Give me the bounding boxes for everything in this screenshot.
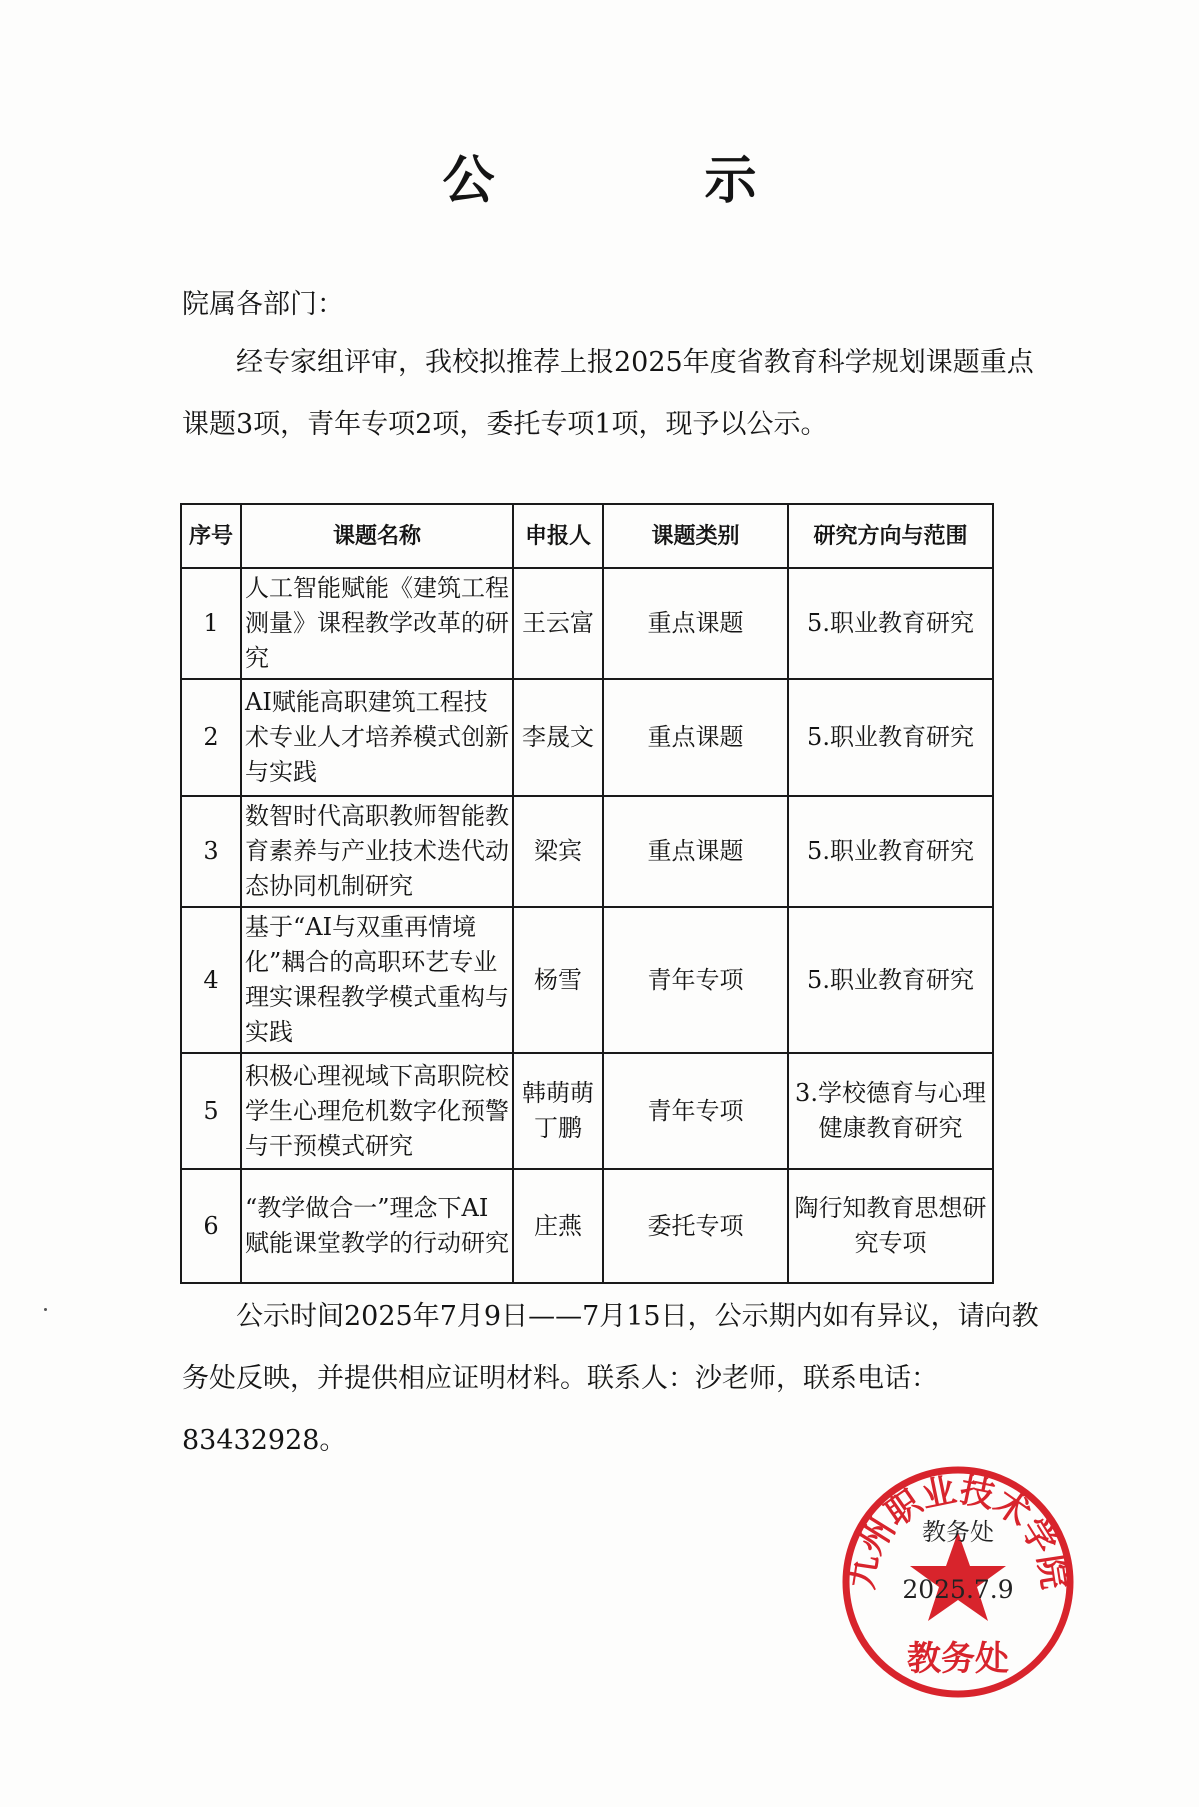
seal-ring-text: 九州职业技术学院 <box>841 1470 1075 1592</box>
table-row <box>181 796 993 907</box>
table-row <box>181 679 993 796</box>
row-category: 重点课题 <box>603 796 788 907</box>
project-table <box>180 503 994 1284</box>
row-project-name: 数智时代高职教师智能教育素养与产业技术迭代动态协同机制研究 <box>241 796 513 907</box>
table-row <box>181 907 993 1053</box>
row-no: 2 <box>181 679 241 796</box>
closing-text: 公示时间2025年7月9日——7月15日，公示期内如有异议，请向教务处反映，并提供相应证明材料。联系人：沙老师，联系电话：83432928。 <box>182 1301 1039 1456</box>
scan-speck <box>44 1308 47 1311</box>
row-project-name: 基于“AI与双重再情境化”耦合的高职环艺专业理实课程教学模式重构与实践 <box>241 907 513 1053</box>
row-no: 1 <box>181 568 241 679</box>
table-row <box>181 1053 993 1169</box>
row-no: 6 <box>181 1169 241 1283</box>
header-applicant: 申报人 <box>513 504 603 568</box>
row-project-name: AI赋能高职建筑工程技术专业人才培养模式创新与实践 <box>241 679 513 796</box>
seal-center-text: 教务处 <box>907 1639 1009 1679</box>
table-row <box>181 1169 993 1283</box>
row-applicant: 韩萌萌 丁鹏 <box>513 1053 603 1169</box>
row-project-name: 人工智能赋能《建筑工程测量》课程教学改革的研究 <box>241 568 513 679</box>
row-project-name: “教学做合一”理念下AI赋能课堂教学的行动研究 <box>241 1169 513 1283</box>
row-direction: 3.学校德育与心理健康教育研究 <box>788 1053 993 1169</box>
row-applicant: 李晟文 <box>513 679 603 796</box>
row-applicant: 庄燕 <box>513 1169 603 1283</box>
row-no: 4 <box>181 907 241 1053</box>
table-row <box>181 568 993 679</box>
official-seal <box>838 1462 1078 1702</box>
row-category: 青年专项 <box>603 1053 788 1169</box>
row-no: 5 <box>181 1053 241 1169</box>
row-applicant: 王云富 <box>513 568 603 679</box>
stamp-date: 2025.7.9 <box>902 1575 1014 1604</box>
stamp-department: 教务处 <box>922 1518 994 1546</box>
table-header-row <box>181 504 993 568</box>
document-title: 公 示 <box>442 151 853 211</box>
row-category: 委托专项 <box>603 1169 788 1283</box>
row-direction: 陶行知教育思想研究专项 <box>788 1169 993 1283</box>
row-no: 3 <box>181 796 241 907</box>
row-applicant: 梁宾 <box>513 796 603 907</box>
header-no: 序号 <box>181 504 241 568</box>
row-direction: 5.职业教育研究 <box>788 796 993 907</box>
row-direction: 5.职业教育研究 <box>788 907 993 1053</box>
intro-text: 经专家组评审，我校拟推荐上报2025年度省教育科学规划课题重点课题3项，青年专项2项，委托专项1项，现予以公示。 <box>182 347 1034 440</box>
salutation: 院属各部门： <box>182 289 344 320</box>
closing-paragraph <box>182 1286 1042 1472</box>
row-direction: 5.职业教育研究 <box>788 568 993 679</box>
header-category: 课题类别 <box>603 504 788 568</box>
row-applicant: 杨雪 <box>513 907 603 1053</box>
row-direction: 5.职业教育研究 <box>788 679 993 796</box>
row-category: 重点课题 <box>603 568 788 679</box>
row-category: 青年专项 <box>603 907 788 1053</box>
header-direction: 研究方向与范围 <box>788 504 993 568</box>
intro-paragraph <box>182 332 1042 456</box>
header-name: 课题名称 <box>241 504 513 568</box>
row-project-name: 积极心理视域下高职院校学生心理危机数字化预警与干预模式研究 <box>241 1053 513 1169</box>
row-category: 重点课题 <box>603 679 788 796</box>
